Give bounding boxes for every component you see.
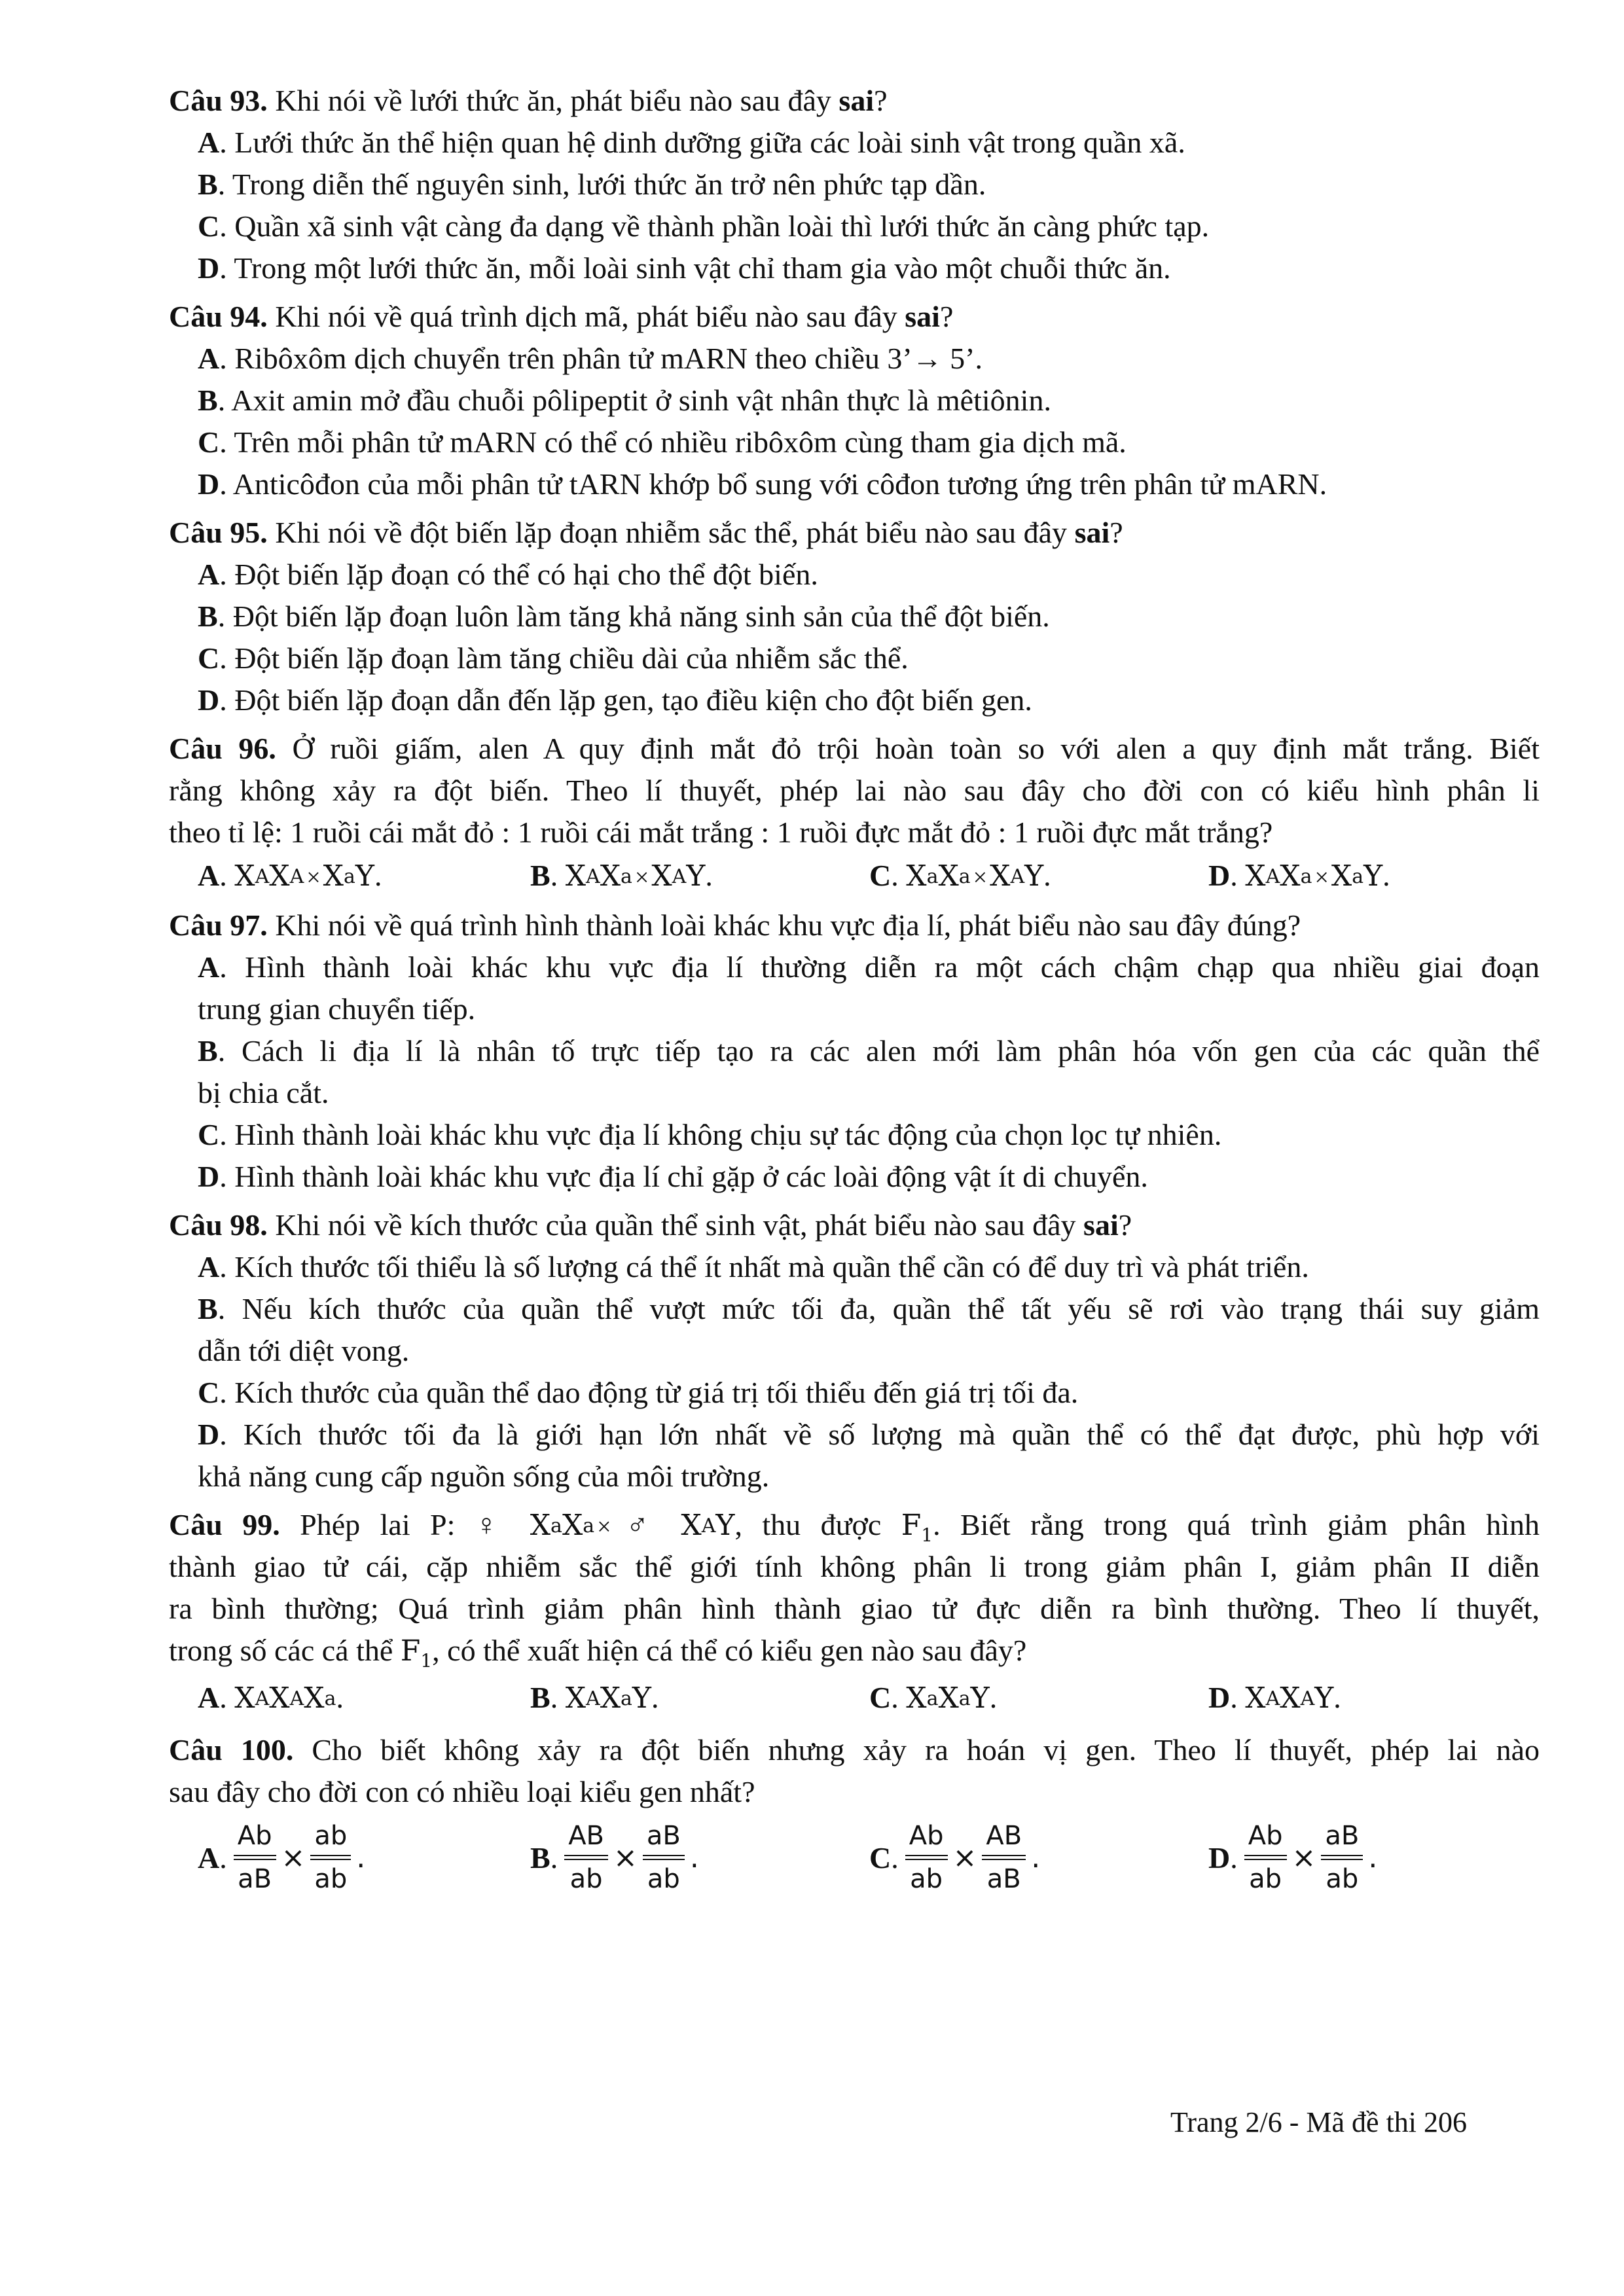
period: . [1333,1681,1341,1714]
period: . [989,1681,998,1714]
question-tail: ? [1118,1208,1132,1242]
option-letter: B [198,1034,218,1067]
chromosome-x: X [990,859,1011,893]
chromosome-x: X [938,1681,959,1715]
option-96-d [1208,857,1390,898]
option-99-b [530,1679,659,1720]
option-text: Đột biến lặp đoạn có thể có hại cho thể đột biến. [234,558,818,591]
option-letter: B [198,168,218,201]
question-label: Câu 100. [169,1733,294,1767]
generation-index: 1 [921,1524,933,1546]
option-letter: A [198,558,220,591]
chromosome-x: X [651,859,672,893]
allele: a [926,865,939,888]
option-dot: . [219,467,233,501]
genotype-female [566,859,632,893]
period: . [550,1840,558,1874]
question-93 [169,82,888,119]
chromosome-x: X [1280,859,1301,893]
genotype-fraction [982,1820,1026,1895]
cross-sign: × [1314,864,1329,891]
question-emphasis: sai [1083,1208,1119,1242]
period: . [1031,1840,1041,1874]
period: . [1368,1840,1378,1874]
option-letter: C [869,1681,892,1714]
fraction-top: Ab [237,1821,272,1851]
option-text: Trên mỗi phân tử mARN có thể có nhiều ribôxôm cùng tham gia dịch mã. [234,425,1127,459]
period: . [219,1840,227,1874]
option-dot: . [219,1376,235,1409]
fraction-top: Ab [1248,1821,1283,1851]
chromosome-y: Y [355,859,374,893]
option-letter: A [198,126,220,159]
generation-index: 1 [420,1649,433,1672]
cross-sign: × [306,864,321,891]
question-label: Câu 97. [169,908,268,942]
option-94-a [198,340,983,377]
option-95-c [198,640,909,677]
fraction-bar [905,1855,948,1860]
allele: a [621,865,632,888]
fraction-bottom: ab [647,1864,680,1894]
chromosome-x: X [269,1681,290,1715]
option-text: Kích thước tối đa là giới hạn lớn nhất về số lượng mà quần thể có thể đạt được, phù hợp với [243,1418,1540,1451]
allele: A [1010,865,1025,888]
option-96-b [530,857,713,898]
option-97-b-line-1 [198,1033,1540,1069]
genotype-fraction [234,1820,276,1895]
fraction-top: aB [646,1821,681,1851]
genotype-fraction [1321,1820,1363,1895]
question-text: Khi nói về kích thước của quần thể sinh vật, phát biểu nào sau đây [267,1208,1084,1242]
allele: A [701,1515,716,1537]
fraction-bar [310,1855,351,1860]
genotype-fraction [1244,1820,1287,1895]
question-text: Khi nói về lưới thức ăn, phát biểu nào sau đây [267,84,839,117]
option-98-b-line-1 [198,1291,1540,1327]
allele: A [1265,865,1280,888]
male-symbol: ♂ [613,1508,661,1541]
option-letter-group [530,1840,558,1875]
option-text: Đột biến lặp đoạn dẫn đến lặp gen, tạo điều kiện cho đột biến gen. [234,683,1032,717]
allele: A [586,1687,600,1710]
option-letter: D [1208,1840,1231,1874]
cross-sign: × [597,1513,611,1541]
chromosome-y: Y [632,1681,651,1715]
option-letter: C [198,425,220,459]
option-100-c [869,1820,1043,1911]
chromosome-x: X [1331,859,1352,893]
genotype-female [1245,859,1312,893]
option-dot: . [219,950,245,984]
question-95 [169,514,1123,551]
cross-sign: × [973,864,988,891]
question-98 [169,1207,1132,1244]
genotype [1245,1681,1333,1715]
genotype-male [681,1509,734,1542]
option-letter: C [869,1840,892,1874]
question-96-line-2: rằng không xảy ra đột biến. Theo lí thuyết, phép lai nào sau đây cho đời con có kiểu hình phân li [169,774,1540,807]
option-dot: . [891,1681,907,1714]
option-letter: B [198,1292,218,1325]
option-letter: D [198,467,220,501]
option-dot: . [217,1292,242,1325]
option-letter: A [198,1681,220,1714]
genotype-fraction [643,1820,685,1895]
generation-letter: F [400,1634,421,1668]
allele: A [1300,1687,1315,1710]
question-96-line-3: theo tỉ lệ: 1 ruồi cái mắt đỏ : 1 ruồi cái mắt trắng : 1 ruồi đực mắt đỏ : 1 ruồi đực mắt trắng? [169,816,1273,849]
option-98-b-line-2: dẫn tới diệt vong. [198,1334,410,1367]
option-dot: . [219,1160,235,1193]
period: . [891,1840,899,1874]
option-letter: C [198,209,220,243]
option-letter-group [869,1840,899,1875]
option-dot: . [219,1250,235,1283]
genotype-fraction [310,1820,351,1895]
option-100-a [198,1820,368,1911]
genotype-female [530,1509,594,1542]
option-letter: C [198,1118,220,1151]
genotype-male [651,859,705,893]
genotype-fraction [905,1820,948,1895]
option-letter: D [198,251,220,285]
option-dot: . [550,1681,566,1714]
question-label: Câu 94. [169,300,268,333]
allele: a [1300,865,1312,888]
generation-letter: F [901,1509,922,1542]
genotype-male [1331,859,1382,893]
option-dot: . [219,209,235,243]
option-letter: C [198,641,220,675]
option-letter: B [530,1840,550,1874]
fraction-bottom: ab [1326,1864,1359,1894]
question-label: Câu 99. [169,1508,280,1541]
question-100-line-2: sau đây cho đời con có nhiều loại kiểu gen nhất? [169,1775,755,1808]
generation-f1 [400,1634,433,1672]
allele: A [289,865,304,888]
option-99-d [1208,1679,1341,1720]
option-letter: B [198,600,218,633]
allele: a [550,1515,562,1537]
question-99-line-1 [169,1507,1540,1554]
option-96-c [869,857,1051,898]
option-95-d [198,682,1032,719]
chromosome-x: X [906,1681,927,1715]
chromosome-y: Y [715,1509,735,1542]
chromosome-x: X [269,859,290,893]
fraction-bottom: ab [569,1864,603,1894]
question-tail: ? [939,300,954,333]
female-symbol: ♀ [475,1508,511,1541]
allele: A [1265,1687,1280,1710]
cross-sign: × [952,1840,977,1874]
option-text: Trong diễn thế nguyên sinh, lưới thức ăn trở nên phức tạp dần. [232,168,986,201]
option-dot: . [217,600,233,633]
genotype-female [234,859,304,893]
genotype [566,1681,651,1715]
option-dot: . [891,859,907,892]
option-95-a [198,556,818,593]
option-letter: D [198,683,220,717]
option-letter: D [1208,1681,1231,1714]
question-text: Cho biết không xảy ra đột biến nhưng xảy ra hoán vị gen. Theo lí thuyết, phép lai nào [293,1733,1540,1767]
fraction-bar [1244,1855,1287,1860]
option-text: Lưới thức ăn thể hiện quan hệ dinh dưỡng giữa các loài sinh vật trong quần xã. [234,126,1185,159]
option-letter: B [530,1681,550,1714]
option-letter: C [198,1376,220,1409]
option-text: Cách li địa lí là nhân tố trực tiếp tạo ra các alen mới làm phân hóa vốn gen của các quần thể [242,1034,1540,1067]
question-label: Câu 95. [169,516,268,549]
option-dot: . [1230,859,1246,892]
chromosome-x: X [562,1509,583,1542]
period: . [336,1681,344,1714]
option-dot: . [219,859,235,892]
option-dot: . [219,558,235,591]
question-99-line-2: thành giao tử cái, cặp nhiễm sắc thể giới tính không phân li trong giảm phân I, giảm phân II diễn [169,1550,1540,1583]
chromosome-x: X [906,859,927,893]
fraction-bottom: ab [314,1864,348,1894]
question-emphasis: sai [1074,516,1110,549]
option-dot: . [219,251,234,285]
allele: a [583,1515,595,1537]
chromosome-x: X [600,859,621,893]
chromosome-x: X [1245,1681,1266,1715]
question-label: Câu 93. [169,84,268,117]
option-text: Trong một lưới thức ăn, mỗi loài sinh vật chỉ tham gia vào một chuỗi thức ăn. [234,251,1171,285]
fraction-top: AB [986,1821,1022,1851]
fraction-bar [1321,1855,1363,1860]
option-text: Hình thành loài khác khu vực địa lí thường diễn ra một cách chậm chạp qua nhiều giai đoạn [245,950,1540,984]
generation-f1 [901,1509,933,1546]
question-text: trong số các cá thể [169,1634,401,1667]
cross-sign: × [634,864,649,891]
option-93-d [198,250,1171,287]
cross-sign: × [613,1840,638,1874]
option-97-b-line-2: bị chia cắt. [198,1076,329,1109]
option-93-c [198,208,1209,245]
option-letter: A [198,1250,220,1283]
chromosome-y: Y [1314,1681,1334,1715]
page-footer: Trang 2/6 - Mã đề thi 206 [1170,2106,1468,2138]
question-tail: ? [1110,516,1123,549]
allele: A [289,1687,304,1710]
genotype-female [906,859,970,893]
option-letter: A [198,950,220,984]
chromosome-x: X [304,1681,325,1715]
cross-sign: × [281,1840,306,1874]
chromosome-x: X [600,1681,621,1715]
period: . [1043,859,1051,892]
period: . [374,859,382,892]
genotype-male [990,859,1043,893]
allele: A [586,865,600,888]
period: . [356,1840,366,1874]
option-text: Kích thước của quần thể dao động từ giá trị tối thiểu đến giá trị tối đa. [234,1376,1079,1409]
allele: A [255,1687,270,1710]
cross-sign: × [1291,1840,1316,1874]
option-text: Quần xã sinh vật càng đa dạng về thành phần loài thì lưới thức ăn càng phức tạp. [234,209,1210,243]
question-100-line-1 [169,1732,1540,1768]
option-98-a [198,1249,1309,1285]
question-emphasis: sai [905,300,940,333]
option-text: Kích thước tối thiểu là số lượng cá thể ít nhất mà quần thể cần có để duy trì và phát triển. [234,1250,1309,1283]
option-94-d [198,466,1327,503]
fraction-top: AB [568,1821,604,1851]
period: . [689,1840,699,1874]
chromosome-x: X [234,859,255,893]
allele: a [324,1687,336,1710]
question-97 [169,907,1301,944]
genotype [234,1681,336,1715]
option-98-c [198,1374,1078,1411]
chromosome-x: X [938,859,959,893]
chromosome-x: X [234,1681,255,1715]
fraction-top: Ab [909,1821,944,1851]
option-text: Đột biến lặp đoạn luôn làm tăng khả năng sinh sản của thể đột biến. [232,600,1050,633]
chromosome-y: Y [1024,859,1044,893]
option-100-b [530,1820,702,1911]
option-97-c [198,1117,1221,1153]
question-text: Phép lai P: [280,1508,475,1541]
option-letter: D [198,1418,220,1451]
option-93-b [198,166,986,203]
fraction-bottom: aB [986,1864,1021,1894]
period: . [651,1681,659,1714]
option-dot: . [219,342,235,375]
fraction-bar [234,1855,276,1860]
option-96-a [198,857,382,898]
option-letter: D [1208,859,1231,892]
option-letter-group [198,1840,227,1875]
question-text: . Biết rằng trong quá trình giảm phân hình [933,1508,1540,1541]
option-97-a-line-2: trung gian chuyển tiếp. [198,992,476,1026]
fraction-bar [643,1855,685,1860]
fraction-bar [564,1855,608,1860]
option-dot: . [217,1034,242,1067]
question-94 [169,298,953,335]
option-100-d [1208,1820,1380,1911]
allele: a [926,1687,939,1710]
option-dot: . [219,1118,235,1151]
option-text: Nếu kích thước của quần thể vượt mức tối đa, quần thể tất yếu sẽ rơi vào trạng thái suy giảm [242,1292,1540,1325]
chromosome-y: Y [686,859,706,893]
allele: A [672,865,687,888]
question-label: Câu 98. [169,1208,268,1242]
period: . [705,859,713,892]
chromosome-x: X [565,1681,586,1715]
allele: a [621,1687,632,1710]
fraction-bar [982,1855,1026,1860]
option-98-d-line-1 [198,1416,1540,1453]
fraction-top: ab [314,1821,348,1851]
genotype [906,1681,989,1715]
chromosome-x: X [1245,859,1266,893]
option-97-a-line-1 [198,949,1540,986]
allele: a [1352,865,1364,888]
option-97-d [198,1158,1148,1195]
option-letter: C [869,859,892,892]
fraction-bottom: aB [238,1864,272,1894]
chromosome-x: X [530,1509,551,1542]
question-text: Khi nói về đột biến lặp đoạn nhiễm sắc thể, phát biểu nào sau đây [267,516,1075,549]
period: . [1382,859,1390,892]
option-dot: . [219,683,235,717]
question-99-line-3: ra bình thường; Quá trình giảm phân hình thành giao tử đực diễn ra bình thường. Theo lí thuyết, [169,1592,1540,1625]
question-text: Khi nói về quá trình dịch mã, phát biểu nào sau đây [267,300,905,333]
question-emphasis: sai [839,84,875,117]
option-dot: . [219,126,235,159]
option-dot: . [217,384,232,417]
question-label: Câu 96. [169,732,276,765]
option-99-a [198,1679,344,1720]
option-text: Axit amin mở đầu chuỗi pôlipeptit ở sinh vật nhân thực là mêtiônin. [231,384,1051,417]
option-99-c [869,1679,997,1720]
period: . [1230,1840,1238,1874]
option-dot: . [219,1681,235,1714]
allele: a [958,865,971,888]
option-94-c [198,424,1127,461]
chromosome-y: Y [1363,859,1383,893]
question-text: , thu được [734,1508,901,1541]
question-text: , có thể xuất hiện cá thể có kiểu gen nào sau đây? [432,1634,1027,1667]
chromosome-x: X [565,859,586,893]
option-98-d-line-2: khả năng cung cấp nguồn sống của môi trường. [198,1460,770,1493]
question-96-line-1 [169,730,1540,767]
option-dot: . [550,859,566,892]
option-dot: . [217,168,232,201]
chromosome-x: X [681,1509,702,1542]
option-text: Đột biến lặp đoạn làm tăng chiều dài của nhiễm sắc thể. [234,641,909,675]
option-95-b [198,598,1050,635]
allele: a [958,1687,971,1710]
option-94-b [198,382,1051,419]
option-text: Hình thành loài khác khu vực địa lí không chịu sự tác động của chọn lọc tự nhiên. [234,1118,1222,1151]
allele: a [344,865,355,888]
option-text: Anticôđon của mỗi phân tử tARN khớp bổ sung với côđon tương ứng trên phân tử mARN. [232,467,1327,501]
option-letter-group [1208,1840,1238,1875]
question-text: Khi nói về quá trình hình thành loài khác khu vực địa lí, phát biểu nào sau đây đúng? [267,908,1301,942]
option-letter: A [198,1840,220,1874]
option-letter: D [198,1160,220,1193]
option-dot: . [219,425,234,459]
genotype-male [323,859,374,893]
fraction-top: aB [1325,1821,1360,1851]
option-text: Ribôxôm dịch chuyển trên phân tử mARN theo chiều 3’→ 5’. [234,342,983,375]
option-letter: A [198,859,220,892]
option-letter: B [530,859,550,892]
option-93-a [198,124,1185,161]
fraction-bottom: ab [910,1864,943,1894]
question-99-line-4 [169,1632,1026,1679]
option-letter: A [198,342,220,375]
chromosome-x: X [1280,1681,1301,1715]
genotype-fraction [564,1820,608,1895]
allele: A [255,865,270,888]
option-dot: . [1230,1681,1246,1714]
question-text: Ở ruồi giấm, alen A quy định mắt đỏ trội hoàn toàn so với alen a quy định mắt trắng. Biết [276,732,1540,765]
option-dot: . [219,641,235,675]
option-dot: . [219,1418,244,1451]
question-tail: ? [874,84,888,117]
option-text: Hình thành loài khác khu vực địa lí chỉ gặp ở các loài động vật ít di chuyển. [234,1160,1148,1193]
option-letter: B [198,384,218,417]
chromosome-x: X [323,859,344,893]
chromosome-y: Y [970,1681,990,1715]
fraction-bottom: ab [1249,1864,1282,1894]
